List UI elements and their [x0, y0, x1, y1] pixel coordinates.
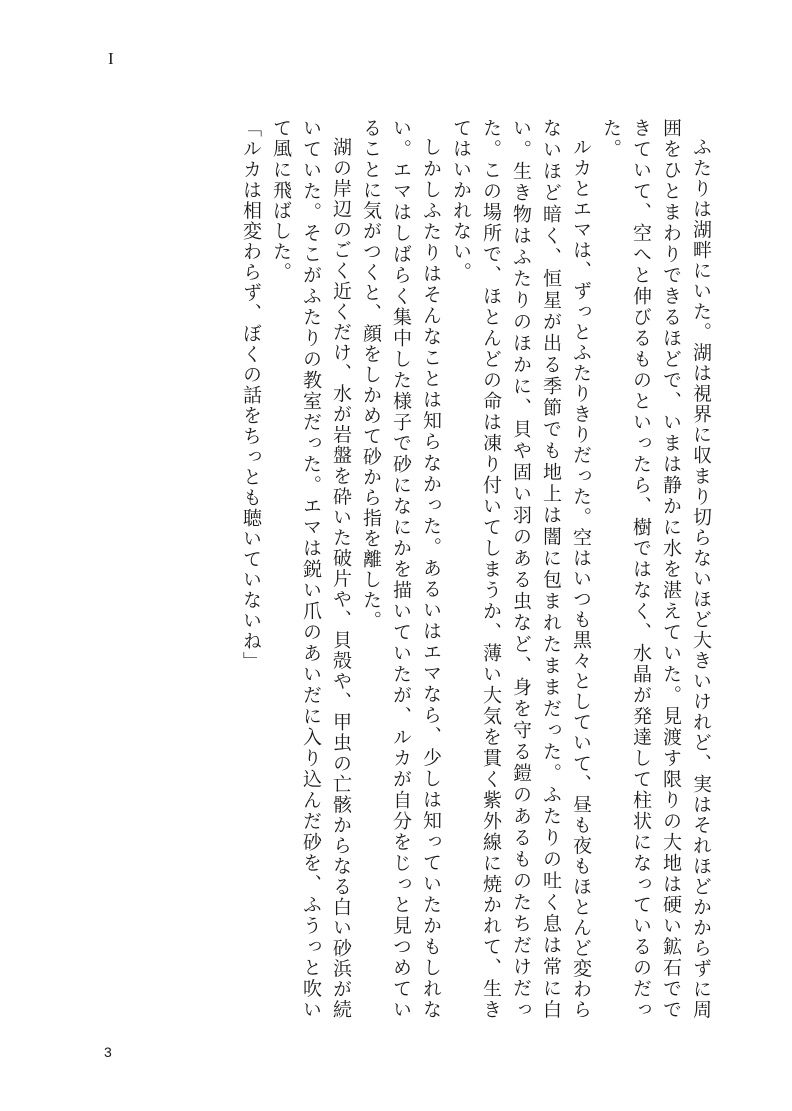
body-text	[236, 118, 716, 1020]
page-number: 3	[104, 1044, 112, 1060]
paragraph: しかしふたりはそんなことは知らなかった。あるいはエマなら、少しは知っていたかもしれない。エマはしばらく集中した様子で砂になにかを描いていたが、ルカが自分をじっと見つめていることに気がつくと、顔をしかめて砂から指を離した。	[360, 118, 442, 1020]
dialog-paragraph: 「ルカは相変わらず、ぼくの話をちっとも聴いていないね」	[240, 118, 262, 673]
paragraph: ふたりは湖畔にいた。湖は視界に収まり切らないほど大きいけれど、実はそれほどかからずに周囲をひとまわりできるほどで、いまは静かに水を湛えていた。見渡す限りの大地は硬い鉱石でできていて、空へと伸びるものといったら、樹ではなく、水晶が発達して柱状になっているのだった。	[600, 118, 712, 1020]
paragraph: 湖の岸辺のごく近くだけ、水が岩盤を砕いた破片や、貝殻や、甲虫の亡骸からなる白い砂浜が続いていた。そこがふたりの教室だった。エマは鋭い爪のあいだに入り込んだ砂を、ふうっと吹いて風に飛ばした。	[270, 118, 352, 1020]
paragraph: ルカとエマは、ずっとふたりきりだった。空はいつも黒々としていて、昼も夜もほとんど変わらないほど暗く、恒星が出る季節でも地上は闇に包まれたままだった。ふたりの吐く息は常に白い。生き物はふたりのほかに、貝や固い羽のある虫など、身を守る鎧のあるものたちだけだった。この場所で、ほとんどの命は凍り付いてしまうか、薄い大気を貫く紫外線に焼かれて、生きてはいかれない。	[450, 118, 592, 1020]
chapter-marker: I	[108, 49, 114, 68]
